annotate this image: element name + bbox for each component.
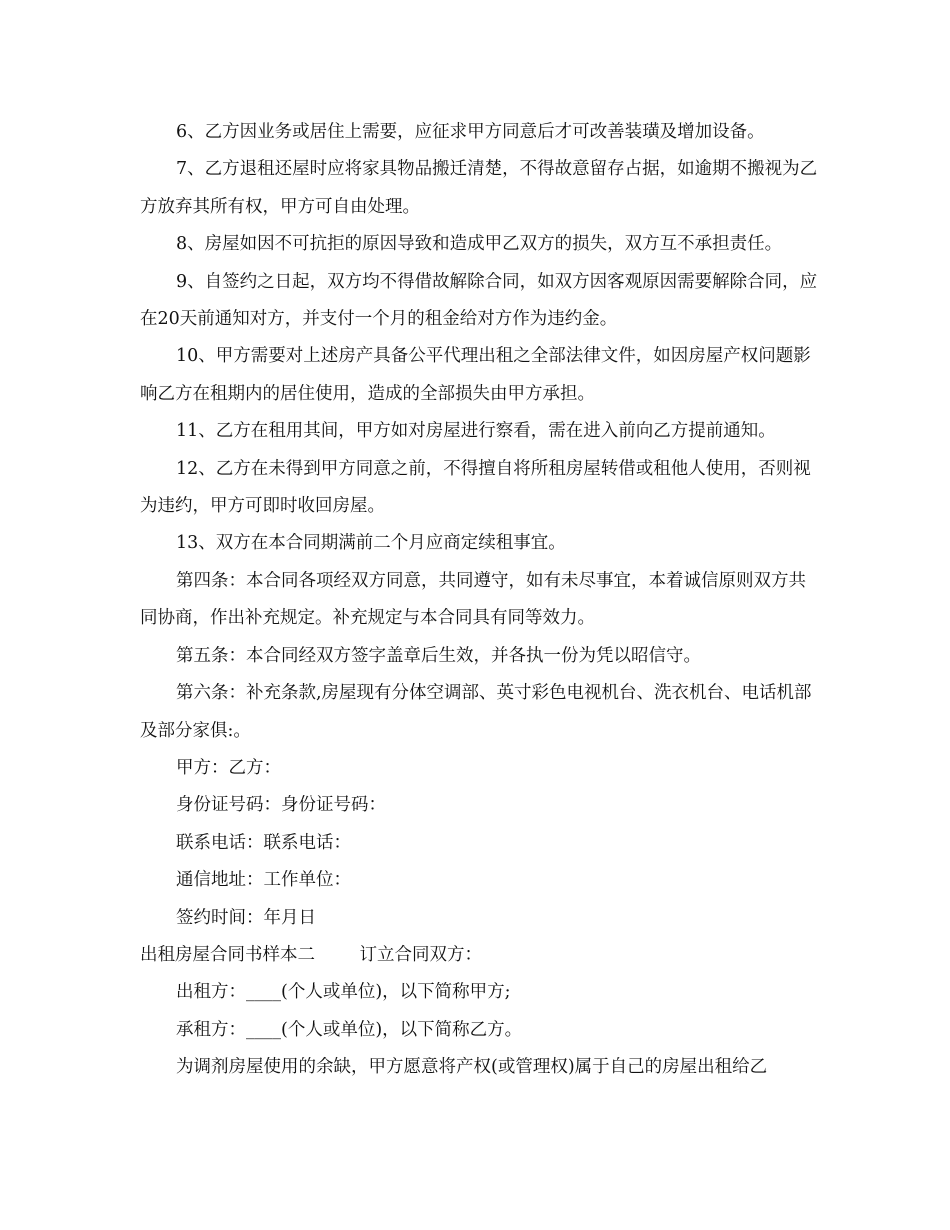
signature-phone: 联系电话：联系电话： xyxy=(176,832,351,853)
sample-subtitle: 订立合同双方： xyxy=(359,944,483,965)
clause-6: 6、乙方因业务或居住上需要，应征求甲方同意后才可改善装璜及增加设备。 xyxy=(176,122,765,142)
clause-13: 13、双方在本合同期满前二个月应商定续租事宜。 xyxy=(176,533,566,554)
intro-paragraph: 为调剂房屋使用的余缺，甲方愿意将产权(或管理权)属于自己的房屋出租给乙 xyxy=(176,1057,768,1078)
clause-8: 8、房屋如因不可抗拒的原因导致和造成甲乙双方的损失，双方互不承担责任。 xyxy=(176,234,783,255)
sample-title: 出租房屋合同书样本二 xyxy=(140,944,315,965)
clause-9: 9、自签约之日起，双方均不得借故解除合同，如双方因客观原因需要解除合同，应在20天前通知对方，并支付一个月的租金给对方作为违约金。 xyxy=(140,271,818,330)
signature-parties: 甲方：乙方： xyxy=(176,757,281,778)
lessee-line: 承租方：____(个人或单位)，以下简称乙方。 xyxy=(176,1019,523,1040)
clause-10: 10、甲方需要对上述房产具备公平代理出租之全部法律文件，如因房屋产权问题影响乙方在租期内的居住使用，造成的全部损失由甲方承担。 xyxy=(140,346,811,404)
signature-address: 通信地址：工作单位： xyxy=(176,870,351,891)
clause-12: 12、乙方在未得到甲方同意之前，不得擅自将所租房屋转借或租他人使用，否则视为违约，甲方可即时收回房屋。 xyxy=(140,458,811,517)
article-5: 第五条：本合同经双方签字盖章后生效，并各执一份为凭以昭信守。 xyxy=(176,645,701,666)
sample-heading xyxy=(140,937,820,974)
clause-11: 11、乙方在租用其间，甲方如对房屋进行察看，需在进入前向乙方提前通知。 xyxy=(176,421,776,442)
lessor-line: 出租方：____(个人或单位)，以下简称甲方; xyxy=(176,982,511,1003)
article-4: 第四条：本合同各项经双方同意，共同遵守，如有未尽事宜，本着诚信原则双方共同协商，作出补充规定。补充规定与本合同具有同等效力。 xyxy=(140,570,806,629)
article-6: 第六条：补充条款,房屋现有分体空调部、英寸彩色电视机台、洗衣机台、电话机部及部分家俱:。 xyxy=(140,683,812,741)
signature-id-number: 身份证号码：身份证号码： xyxy=(176,795,386,816)
document-body xyxy=(140,114,820,1087)
clause-7: 7、乙方退租还屋时应将家具物品搬迁清楚，不得故意留存占据，如逾期不搬视为乙方放弃其所有权，甲方可自由处理。 xyxy=(140,159,818,217)
signature-date: 签约时间：年月日 xyxy=(176,907,316,928)
